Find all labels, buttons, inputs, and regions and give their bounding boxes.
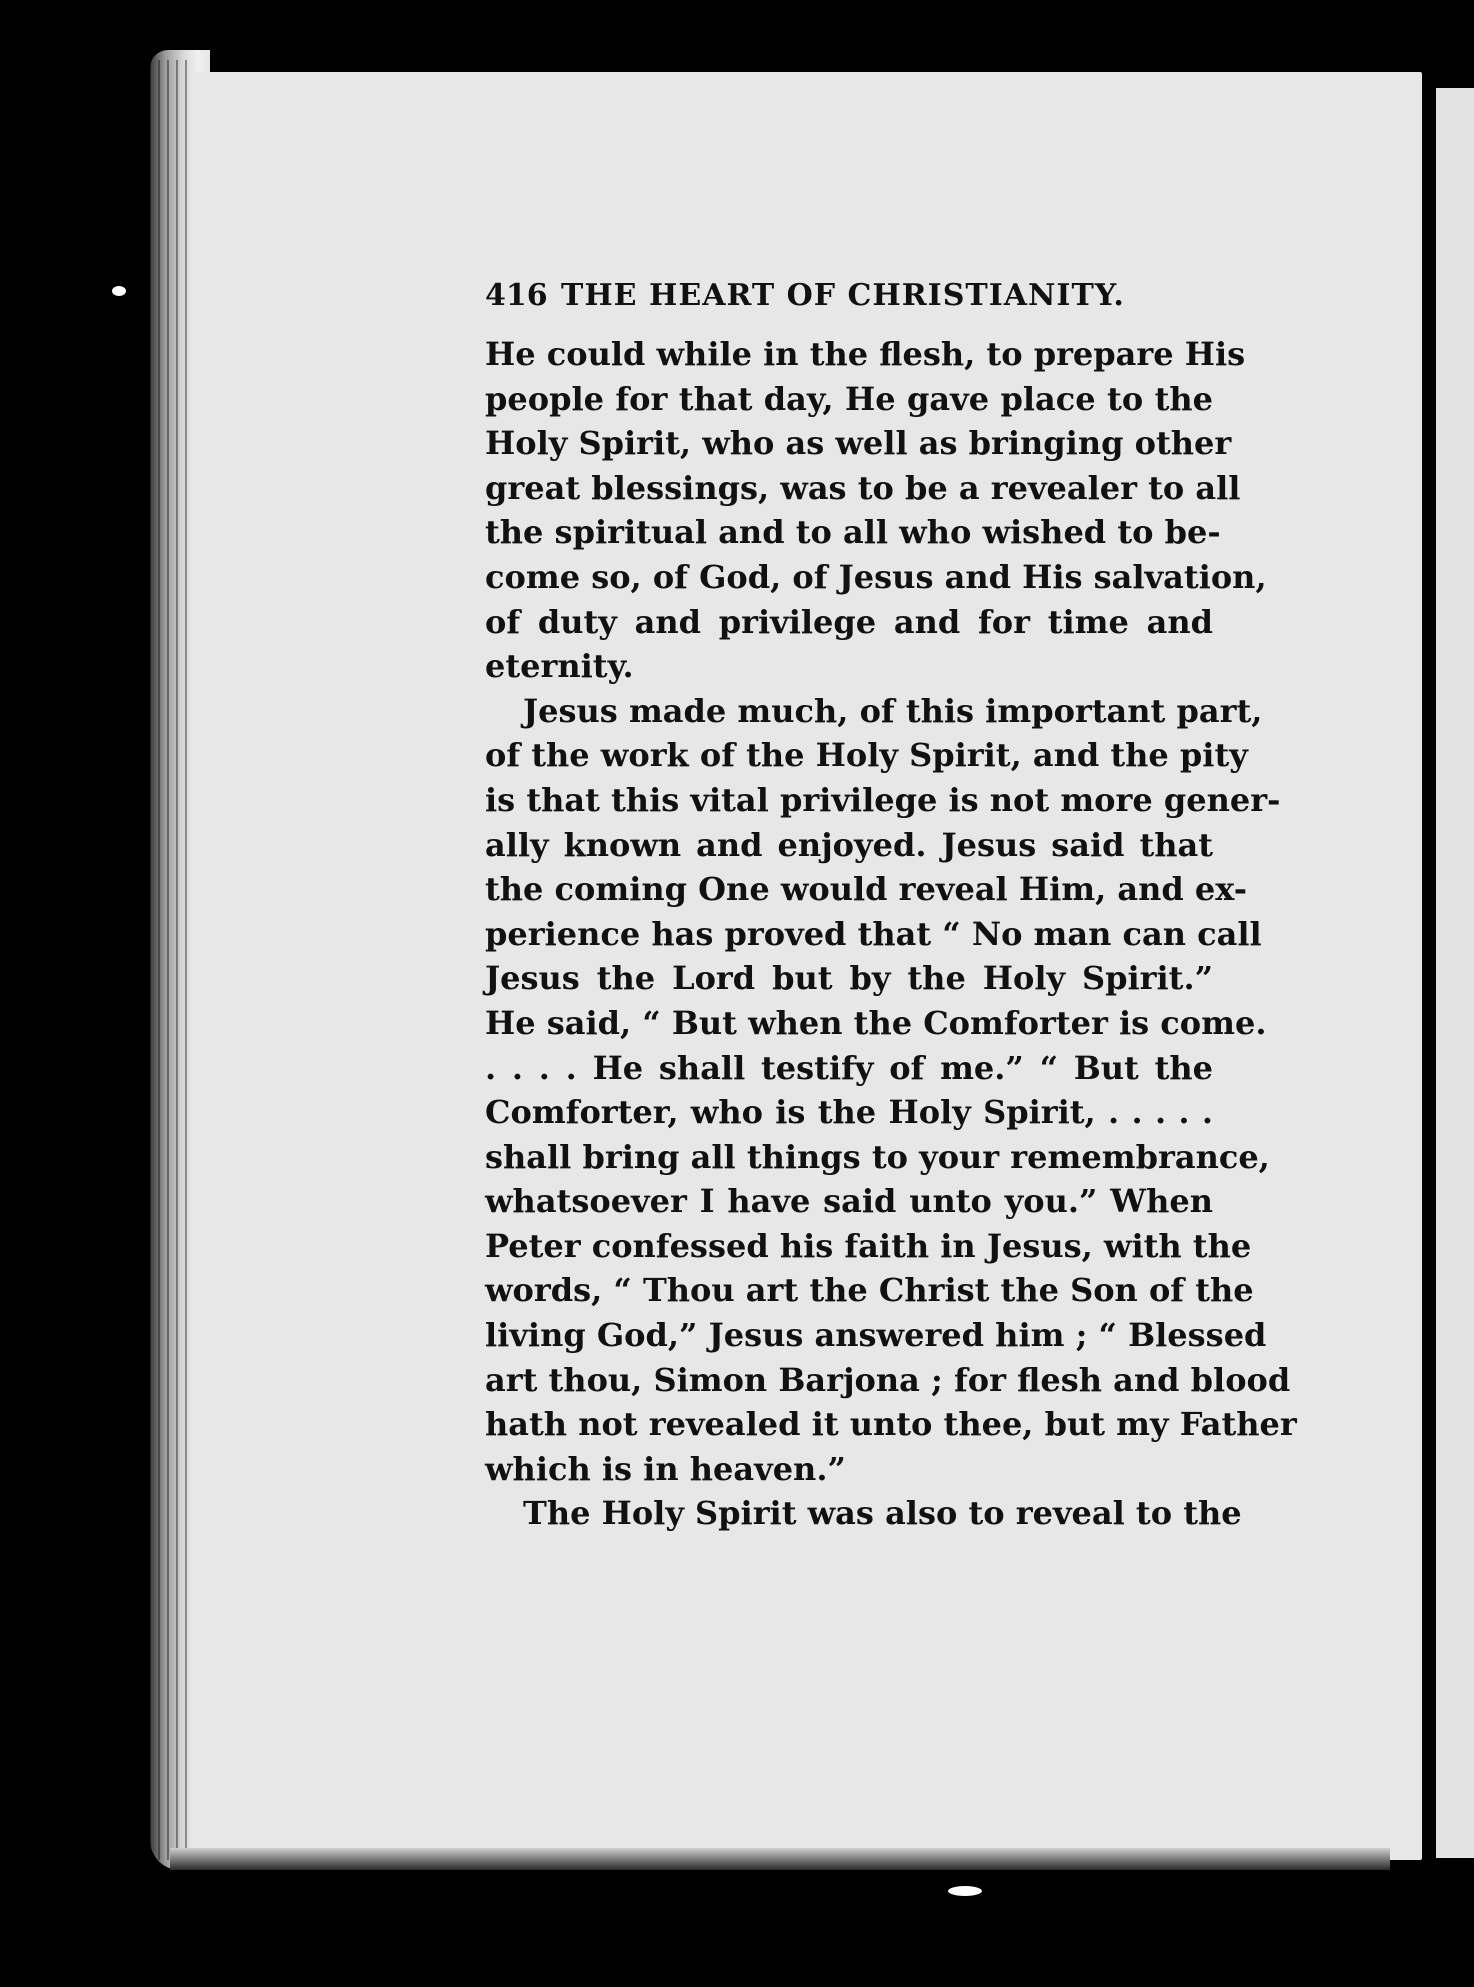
text-line: words, “ Thou art the Christ the Son of the — [485, 1271, 1254, 1310]
text-line: art thou, Simon Barjona ; for flesh and blood — [485, 1360, 1291, 1399]
text-line: people for that day, He gave place to the — [485, 379, 1213, 418]
dust-speck — [112, 286, 126, 296]
text-line: the coming One would reveal Him, and ex- — [485, 870, 1248, 909]
text-line: living God,” Jesus answered him ; “ Blessed — [485, 1316, 1267, 1355]
page-edges-texture — [140, 60, 190, 1860]
page-number: 416 — [485, 278, 548, 313]
text-line: hath not revealed it unto thee, but my Father — [485, 1405, 1297, 1444]
text-line: The Holy Spirit was also to reveal to the — [523, 1494, 1242, 1533]
text-line: Jesus made much, of this important part, — [523, 691, 1263, 730]
text-line: ally known and enjoyed. Jesus said that — [485, 825, 1213, 864]
text-line: Peter confessed his faith in Jesus, with the — [485, 1226, 1252, 1265]
text-line: eternity. — [485, 647, 634, 686]
text-line: the spiritual and to all who wished to be- — [485, 513, 1221, 552]
text-line: is that this vital privilege is not more gener- — [485, 780, 1281, 819]
facing-page-strip — [1436, 88, 1474, 1858]
text-line: perience has proved that “ No man can call — [485, 914, 1262, 953]
dust-speck — [948, 1886, 982, 1896]
text-line: great blessings, was to be a revealer to all — [485, 468, 1241, 507]
page-text — [485, 278, 1297, 1536]
text-line: He said, “ But when the Comforter is come. — [485, 1003, 1267, 1042]
text-line: come so, of God, of Jesus and His salvation, — [485, 557, 1267, 596]
text-line: . . . . He shall testify of me.” “ But the — [485, 1048, 1213, 1087]
running-title: THE HEART OF CHRISTIANITY. — [561, 278, 1125, 313]
text-line: of the work of the Holy Spirit, and the pity — [485, 736, 1248, 775]
text-line: Comforter, who is the Holy Spirit, . . . . . — [485, 1093, 1213, 1132]
text-line: of duty and privilege and for time and — [485, 602, 1213, 641]
text-line: shall bring all things to your remembrance, — [485, 1137, 1270, 1176]
running-head — [485, 278, 1213, 314]
text-line: whatsoever I have said unto you.” When — [485, 1182, 1213, 1221]
text-line: Holy Spirit, who as well as bringing other — [485, 424, 1232, 463]
text-line: which is in heaven.” — [485, 1449, 846, 1488]
text-line: He could while in the flesh, to prepare His — [485, 335, 1246, 373]
page-bottom-edge — [170, 1848, 1390, 1870]
text-line: Jesus the Lord but by the Holy Spirit.” — [485, 959, 1213, 998]
